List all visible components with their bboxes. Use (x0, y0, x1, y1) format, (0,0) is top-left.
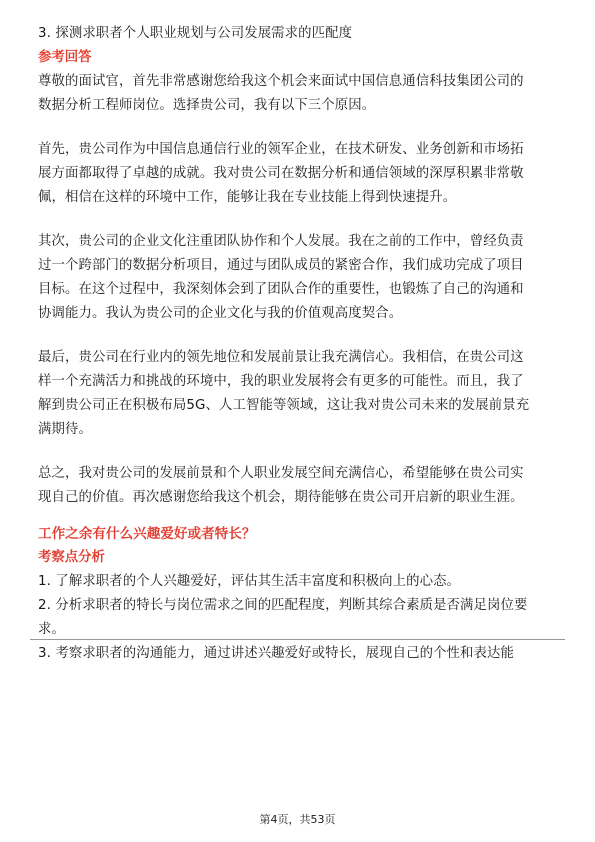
text-line: 佩，相信在这样的环境中工作，能够让我在专业技能上得到快速提升。 (38, 190, 457, 205)
answer-paragraph-3 (38, 230, 566, 326)
list-item: 1. 了解求职者的个人兴趣爱好，评估其生活丰富度和积极向上的心态。 (38, 574, 461, 589)
section-divider (30, 639, 565, 640)
answer-paragraph-4 (38, 346, 566, 442)
answer-paragraph-2 (38, 138, 566, 210)
page-number-footer: 第4页，共53页 (259, 813, 336, 826)
list-item: 求。 (38, 622, 65, 637)
list-item: 3. 考察求职者的沟通能力，通过讲述兴趣爱好或特长，展现自己的个性和表达能 (38, 646, 515, 661)
answer-heading: 参考回答 (38, 50, 92, 65)
text-line: 展方面都取得了卓越的成就。我对贵公司在数据分析和通信领域的深厚积累非常敬 (38, 166, 524, 181)
text-line: 目标。在这个过程中，我深刻体会到了团队合作的重要性，也锻炼了自己的沟通和 (38, 282, 524, 297)
text-line: 解到贵公司正在积极布局5G、人工智能等领域，这让我对贵公司未来的发展前景充 (38, 398, 530, 413)
question-heading: 工作之余有什么兴趣爱好或者特长？ (38, 526, 256, 542)
text-line: 其次，贵公司的企业文化注重团队协作和个人发展。我在之前的工作中，曾经负责 (38, 234, 524, 249)
text-line: 最后，贵公司在行业内的领先地位和发展前景让我充满信心。我相信，在贵公司这 (38, 350, 524, 365)
text-line: 数据分析工程师岗位。选择贵公司，我有以下三个原因。 (38, 98, 376, 113)
answer-paragraph-1 (38, 70, 566, 118)
text-line: 总之，我对贵公司的发展前景和个人职业发展空间充满信心，希望能够在贵公司实 (38, 466, 524, 481)
page-content (38, 22, 566, 666)
text-line: 现自己的价值。再次感谢您给我这个机会，期待能够在贵公司开启新的职业生涯。 (38, 490, 524, 505)
answer-paragraph-5 (38, 462, 566, 510)
text-line: 尊敬的面试官，首先非常感谢您给我这个机会来面试中国信息通信科技集团公司的 (38, 74, 524, 89)
text-line: 协调能力。我认为贵公司的企业文化与我的价值观高度契合。 (38, 306, 403, 321)
text-line: 样一个充满活力和挑战的环境中，我的职业发展将会有更多的可能性。而且，我了 (38, 374, 524, 389)
text-line: 首先，贵公司作为中国信息通信行业的领军企业，在技术研发、业务创新和市场拓 (38, 142, 524, 157)
analysis-heading: 考察点分析 (38, 550, 105, 565)
list-item: 2. 分析求职者的特长与岗位需求之间的匹配程度，判断其综合素质是否满足岗位要 (38, 598, 528, 613)
top-list-item: 3. 探测求职者个人职业规划与公司发展需求的匹配度 (38, 26, 353, 41)
analysis-list (38, 570, 566, 666)
text-line: 过一个跨部门的数据分析项目，通过与团队成员的紧密合作，我们成功完成了项目 (38, 258, 524, 273)
text-line: 满期待。 (38, 422, 92, 437)
